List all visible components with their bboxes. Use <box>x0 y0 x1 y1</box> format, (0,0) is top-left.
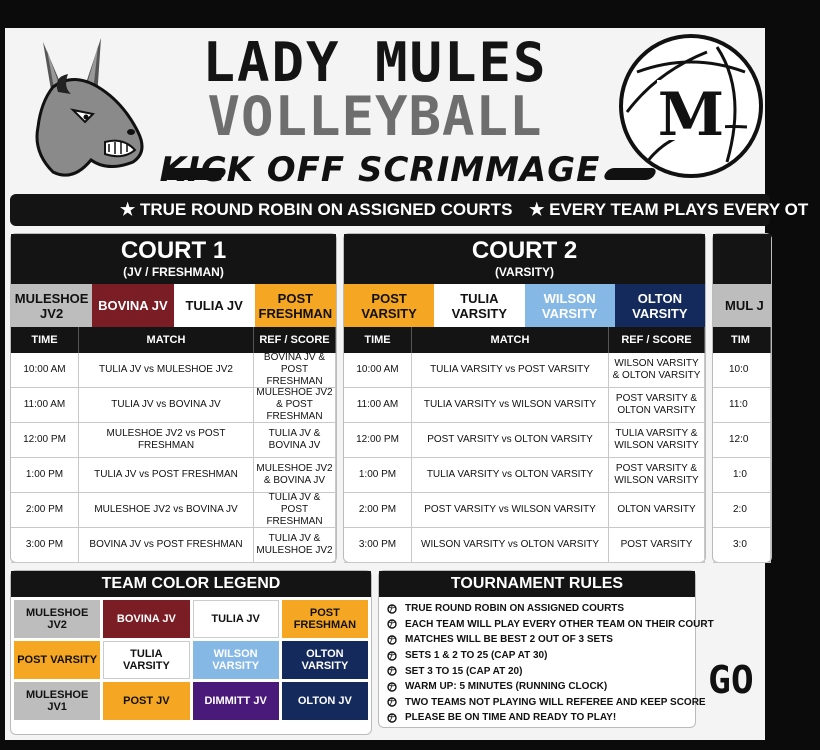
court-2-title: COURT 2 <box>471 237 578 264</box>
legend-item: OLTON VARSITY <box>282 641 368 679</box>
table-row <box>11 353 336 388</box>
rules-list <box>379 597 714 726</box>
team-swatch: POST VARSITY <box>344 284 434 327</box>
info-banner <box>10 194 809 226</box>
cell-time: 11:00 AM <box>344 388 412 422</box>
list-item <box>387 695 706 711</box>
list-item <box>387 663 687 679</box>
team-swatch: BOVINA JV <box>92 284 173 327</box>
cell-ref: MULESHOE JV2 & BOVINA JV <box>254 458 336 492</box>
cell-match: POST VARSITY vs OLTON VARSITY <box>412 423 609 457</box>
team-swatch: TULIA JV <box>174 284 255 327</box>
volleyball-bullet-icon <box>387 697 397 707</box>
cell-time: 1:00 PM <box>11 458 79 492</box>
title-volleyball: VOLLEYBALL <box>207 85 543 148</box>
legend-item: TULIA JV <box>193 600 279 638</box>
list-item <box>387 679 687 695</box>
cell-match: MULESHOE JV2 vs BOVINA JV <box>79 493 254 527</box>
rule-text: TWO TEAMS NOT PLAYING WILL REFEREE AND KEEP SCORE <box>405 696 706 708</box>
rule-text: WARM UP: 5 MINUTES (RUNNING CLOCK) <box>405 681 608 693</box>
column-header-ref: REF / SCORE <box>609 327 705 353</box>
court-1-teams <box>11 284 336 327</box>
cell-ref: TULIA VARSITY & WILSON VARSITY <box>609 423 705 457</box>
rule-text: TRUE ROUND ROBIN ON ASSIGNED COURTS <box>405 603 625 615</box>
volleyball-bullet-icon <box>387 635 397 645</box>
cell-time: 3:00 PM <box>11 528 79 562</box>
list-item <box>387 648 687 664</box>
table-row <box>713 458 771 493</box>
cell-time: 11:00 AM <box>11 388 79 422</box>
table-row <box>344 423 705 458</box>
cell-match: WILSON VARSITY vs OLTON VARSITY <box>412 528 609 562</box>
cell-time: 1:00 PM <box>344 458 412 492</box>
cell-ref: TULIA JV & MULESHOE JV2 <box>254 528 336 562</box>
cell-time: 2:0 <box>713 493 771 527</box>
cell-ref: BOVINA JV & POST FRESHMAN <box>254 353 336 387</box>
ball-letter: M <box>657 80 725 150</box>
court-1-column-headers <box>11 327 336 353</box>
cell-match: TULIA VARSITY vs WILSON VARSITY <box>412 388 609 422</box>
legend-item: WILSON VARSITY <box>193 641 279 679</box>
volleyball-bullet-icon <box>387 682 397 692</box>
column-header-time: TIME <box>11 327 79 353</box>
rules-title: TOURNAMENT RULES <box>379 571 695 597</box>
court-1-subtitle: (JV / FRESHMAN) <box>123 265 224 279</box>
cell-time: 3:0 <box>713 528 771 562</box>
table-row <box>344 388 705 423</box>
banner-text-1: ★ TRUE ROUND ROBIN ON ASSIGNED COURTS <box>120 200 513 219</box>
court-3-teams <box>713 284 771 327</box>
rule-text: SET 3 TO 15 (CAP AT 20) <box>405 665 523 677</box>
rule-text: MATCHES WILL BE BEST 2 OUT OF 3 SETS <box>405 634 613 646</box>
mule-mascot-icon <box>13 32 163 182</box>
cell-time: 11:0 <box>713 388 771 422</box>
court-2-column-headers <box>344 327 705 353</box>
court-2-subtitle: (VARSITY) <box>494 265 555 279</box>
court-1-header <box>11 234 336 284</box>
court-1-title: COURT 1 <box>120 237 227 264</box>
title-lady-mules: LADY MULES <box>202 31 548 94</box>
volleyball-bullet-icon <box>387 604 397 614</box>
volleyball-bullet-icon <box>387 666 397 676</box>
rule-text: EACH TEAM WILL PLAY EVERY OTHER TEAM ON THEIR COURT <box>405 618 714 630</box>
court-3-column-headers <box>713 327 771 353</box>
cell-match: BOVINA JV vs POST FRESHMAN <box>79 528 254 562</box>
cell-match: TULIA JV vs BOVINA JV <box>79 388 254 422</box>
table-row <box>344 353 705 388</box>
court-3-header <box>713 234 771 284</box>
table-row <box>11 388 336 423</box>
table-row <box>344 493 705 528</box>
volleyball-bullet-icon <box>387 619 397 629</box>
team-swatch: MULESHOE JV2 <box>11 284 92 327</box>
team-color-legend <box>10 570 372 735</box>
list-item <box>387 632 687 648</box>
table-row <box>344 528 705 563</box>
court-2-teams <box>344 284 705 327</box>
cell-time: 10:00 AM <box>344 353 412 387</box>
cell-time: 12:0 <box>713 423 771 457</box>
column-header-time: TIM <box>713 327 771 353</box>
cell-ref: TULIA JV & POST FRESHMAN <box>254 493 336 527</box>
cell-ref: POST VARSITY <box>609 528 705 562</box>
court-2-card <box>343 233 706 563</box>
table-row <box>11 423 336 458</box>
cell-ref: MULESHOE JV2 & POST FRESHMAN <box>254 388 336 422</box>
court-3-card-partial <box>712 233 772 563</box>
cell-ref: POST VARSITY & WILSON VARSITY <box>609 458 705 492</box>
table-row <box>713 528 771 563</box>
team-swatch: OLTON VARSITY <box>615 284 705 327</box>
cell-time: 1:0 <box>713 458 771 492</box>
column-header-match: MATCH <box>79 327 254 353</box>
legend-item: POST FRESHMAN <box>282 600 368 638</box>
cell-time: 10:0 <box>713 353 771 387</box>
legend-item: MULESHOE JV1 <box>14 682 100 720</box>
cell-match: POST VARSITY vs WILSON VARSITY <box>412 493 609 527</box>
table-row <box>713 423 771 458</box>
column-header-match: MATCH <box>412 327 609 353</box>
table-row <box>344 458 705 493</box>
cell-time: 12:00 PM <box>11 423 79 457</box>
table-row <box>713 353 771 388</box>
cell-match: TULIA VARSITY vs POST VARSITY <box>412 353 609 387</box>
table-row <box>713 493 771 528</box>
table-row <box>713 388 771 423</box>
banner-text-2: ★ EVERY TEAM PLAYS EVERY OT <box>529 200 809 219</box>
team-swatch: TULIA VARSITY <box>434 284 524 327</box>
legend-item: POST VARSITY <box>14 641 100 679</box>
team-swatch: MUL J <box>713 284 771 327</box>
team-swatch: WILSON VARSITY <box>525 284 615 327</box>
table-row <box>11 493 336 528</box>
legend-item: OLTON JV <box>282 682 368 720</box>
volleyball-bullet-icon <box>387 651 397 661</box>
list-item <box>387 601 687 617</box>
flyer-sheet <box>5 28 809 740</box>
team-swatch: POST FRESHMAN <box>255 284 336 327</box>
cell-ref: WILSON VARSITY & OLTON VARSITY <box>609 353 705 387</box>
column-header-ref: REF / SCORE <box>254 327 336 353</box>
go-text: GO <box>708 658 754 702</box>
tournament-rules <box>378 570 714 728</box>
legend-grid <box>11 597 371 723</box>
list-item <box>387 617 714 633</box>
cell-time: 3:00 PM <box>344 528 412 562</box>
rule-text: SETS 1 & 2 TO 25 (CAP AT 30) <box>405 650 548 662</box>
legend-item: MULESHOE JV2 <box>14 600 100 638</box>
legend-item: DIMMITT JV <box>193 682 279 720</box>
cell-match: MULESHOE JV2 vs POST FRESHMAN <box>79 423 254 457</box>
rule-text: PLEASE BE ON TIME AND READY TO PLAY! <box>405 712 617 724</box>
cell-match: TULIA VARSITY vs OLTON VARSITY <box>412 458 609 492</box>
court-2-header <box>344 234 705 284</box>
cell-time: 2:00 PM <box>344 493 412 527</box>
cell-time: 10:00 AM <box>11 353 79 387</box>
court-1-card <box>10 233 337 563</box>
table-row <box>11 528 336 563</box>
legend-title: TEAM COLOR LEGEND <box>11 571 371 597</box>
volleyball-icon <box>617 32 765 180</box>
legend-item: POST JV <box>103 682 189 720</box>
cell-match: TULIA JV vs POST FRESHMAN <box>79 458 254 492</box>
cell-ref: POST VARSITY & OLTON VARSITY <box>609 388 705 422</box>
list-item <box>387 710 687 726</box>
title-kick-off-scrimmage: KICK OFF SCRIMMAGE <box>159 150 601 190</box>
cell-time: 12:00 PM <box>344 423 412 457</box>
cell-ref: OLTON VARSITY <box>609 493 705 527</box>
volleyball-bullet-icon <box>387 713 397 723</box>
legend-item: TULIA VARSITY <box>103 641 189 679</box>
table-row <box>11 458 336 493</box>
column-header-time: TIME <box>344 327 412 353</box>
legend-item: BOVINA JV <box>103 600 189 638</box>
cell-ref: TULIA JV & BOVINA JV <box>254 423 336 457</box>
cell-time: 2:00 PM <box>11 493 79 527</box>
cell-match: TULIA JV vs MULESHOE JV2 <box>79 353 254 387</box>
